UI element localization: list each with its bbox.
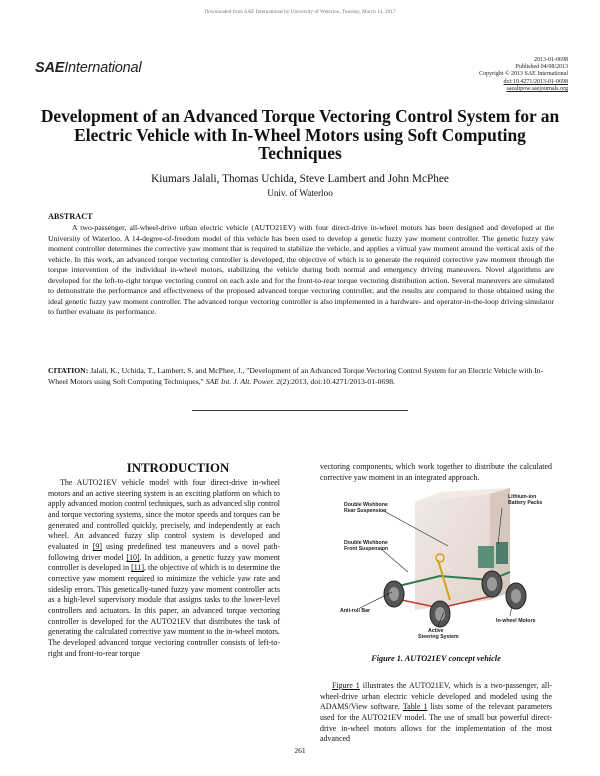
figure-1-link[interactable]: Figure 1 bbox=[332, 681, 360, 690]
label-inwheel-motors: In-wheel Motors bbox=[496, 618, 536, 624]
intro-heading: INTRODUCTION bbox=[126, 461, 230, 475]
intro-paragraph-2: Figure 1 illustrates the AUTO21EV, which is a two-passenger, all-wheel-drive urban electric vehicle developed and modeled using the ADAMS/View software. Table 1 lists some of the relevant parameters used for the AUTO21EV model. The use of small but powerful direct-drive in-wheel motors allows for the implementation of the most advanced bbox=[320, 681, 552, 744]
ref-11-link[interactable]: [11] bbox=[131, 563, 145, 573]
paper-id: 2013-01-0698 bbox=[534, 57, 568, 63]
figure-caption: Figure 1. AUTO21EV concept vehicle bbox=[371, 654, 501, 663]
paper-meta bbox=[398, 57, 568, 93]
battery-pack bbox=[496, 542, 508, 564]
intro-continuation: vectoring components, which work together to distribute the calculated corrective yaw moment in an integrated approach. bbox=[320, 462, 552, 482]
hub-rear-left bbox=[487, 577, 497, 591]
doi-link[interactable]: doi:10.4271/2013-01-0698 bbox=[503, 78, 568, 85]
citation: CITATION: Jalali, K., Uchida, T., Lambert, S. and McPhee, J., "Development of an Advanced Torque Vectoring Control System for an Electric Vehicle with In-Wheel Motors using Soft Computing Techniques," SAE Int. J. Alt. Power. 2(2):2013, doi:10.4271/2013-01-0698. bbox=[48, 366, 544, 386]
label-front-suspension: Double Wishbone Front Suspension bbox=[344, 540, 389, 552]
hub-front-left bbox=[389, 587, 399, 601]
intro-right-column-top bbox=[320, 462, 552, 483]
ref-10-link[interactable]: [10] bbox=[126, 552, 140, 562]
journal-url[interactable]: saealtpow.saejournals.org bbox=[506, 85, 568, 92]
divider bbox=[192, 410, 408, 411]
label-rear-suspension: Double Wishbone Rear Suspension bbox=[344, 502, 388, 514]
affiliation: Univ. of Waterloo bbox=[267, 188, 333, 198]
hub-front-right bbox=[435, 607, 445, 621]
vehicle-diagram bbox=[320, 488, 552, 643]
abstract-text: A two-passenger, all-wheel-drive urban electric vehicle (AUTO21EV) with four direct-drive in-wheel motors has been designed and developed at the University of Waterloo. A 14-degree-of-freedom model of this vehicle has been used to develop a genetic fuzzy yaw moment controller. The genetic fuzzy yaw moment controller determines the corrective yaw moment that is required to stabilize the vehicle, and applies a virtual yaw moment around the vertical axis of the vehicle. In this work, an advanced torque vectoring controller is developed, the objective of which is to generate the required corrective yaw moment through the torque intervention of the individual in-wheel motors, stabilizing the vehicle during both normal and emergency driving maneuvers. Novel algorithms are developed for the left-to-right torque vectoring control on each axle and for the front-to-rear torque vectoring distribution action. Several maneuvers are simulated to demonstrate the performance and effectiveness of the proposed advanced torque vectoring controller, and the results are compared to those obtained using the ideal genetic fuzzy yaw moment controller. The advanced torque vectoring controller is also implemented in a hardware- and operator-in-the-loop driving simulator to further evaluate its performance. bbox=[48, 223, 554, 317]
table-1-link[interactable]: Table 1 bbox=[402, 702, 428, 712]
copyright: Copyright © 2013 SAE International bbox=[479, 71, 568, 78]
abstract-heading: ABSTRACT bbox=[48, 212, 93, 221]
published-date: Published 04/08/2013 bbox=[515, 64, 568, 71]
hub-rear-right bbox=[511, 589, 521, 603]
label-active-steering: Active Steering System bbox=[418, 628, 459, 640]
sae-logo: SAEInternational bbox=[35, 60, 142, 76]
intro-right-column-bottom bbox=[320, 681, 552, 745]
intro-left-column bbox=[48, 478, 280, 659]
authors: Kiumars Jalali, Thomas Uchida, Steve Lambert and John McPhee bbox=[151, 173, 449, 185]
ref-9-link[interactable]: [9] bbox=[92, 541, 102, 551]
paper-title: Development of an Advanced Torque Vectoring Control System for an Electric Vehicle with In-Wheel Motors using Soft Computing Techniques bbox=[40, 106, 560, 163]
label-antiroll-bar: Anti-roll Bar bbox=[340, 608, 370, 614]
page-number: 261 bbox=[294, 746, 306, 755]
download-notice: Downloaded from SAE International by University of Waterloo, Tuesday, March 14, 2017 bbox=[204, 9, 396, 15]
figure-auto21ev bbox=[320, 488, 552, 643]
label-battery-packs: Lithium-ion Battery Packs bbox=[508, 494, 543, 506]
battery-pack bbox=[478, 546, 494, 568]
intro-paragraph-1: The AUTO21EV vehicle model with four direct-drive in-wheel motors and an active steering system is an exciting platform on which to apply advanced motion control techniques, such as advanced slip control and torque vectoring systems, since the motor speeds and torques can be generated and controlled quickly, precisely, and independently at each wheel. An advanced fuzzy slip control system is developed and evaluated in [9] using predefined test maneuvers and a novel path-following driver model [10]. In addition, a genetic fuzzy yaw moment controller is developed in [11], the objective of which is to determine the corrective yaw moment required to minimize the vehicle yaw rate and sideslip errors. This genetically-tuned fuzzy yaw moment controller acts as a high-level supervisory module that assigns tasks to the lower-level controllers and actuators. In this paper, an advanced torque vectoring controller is developed for the AUTO21EV that distributes the task of generating the calculated corrective yaw moment to the in-wheel motors. The developed advanced torque vectoring controller consists of left-to-right and front-to-rear torque bbox=[48, 478, 280, 658]
